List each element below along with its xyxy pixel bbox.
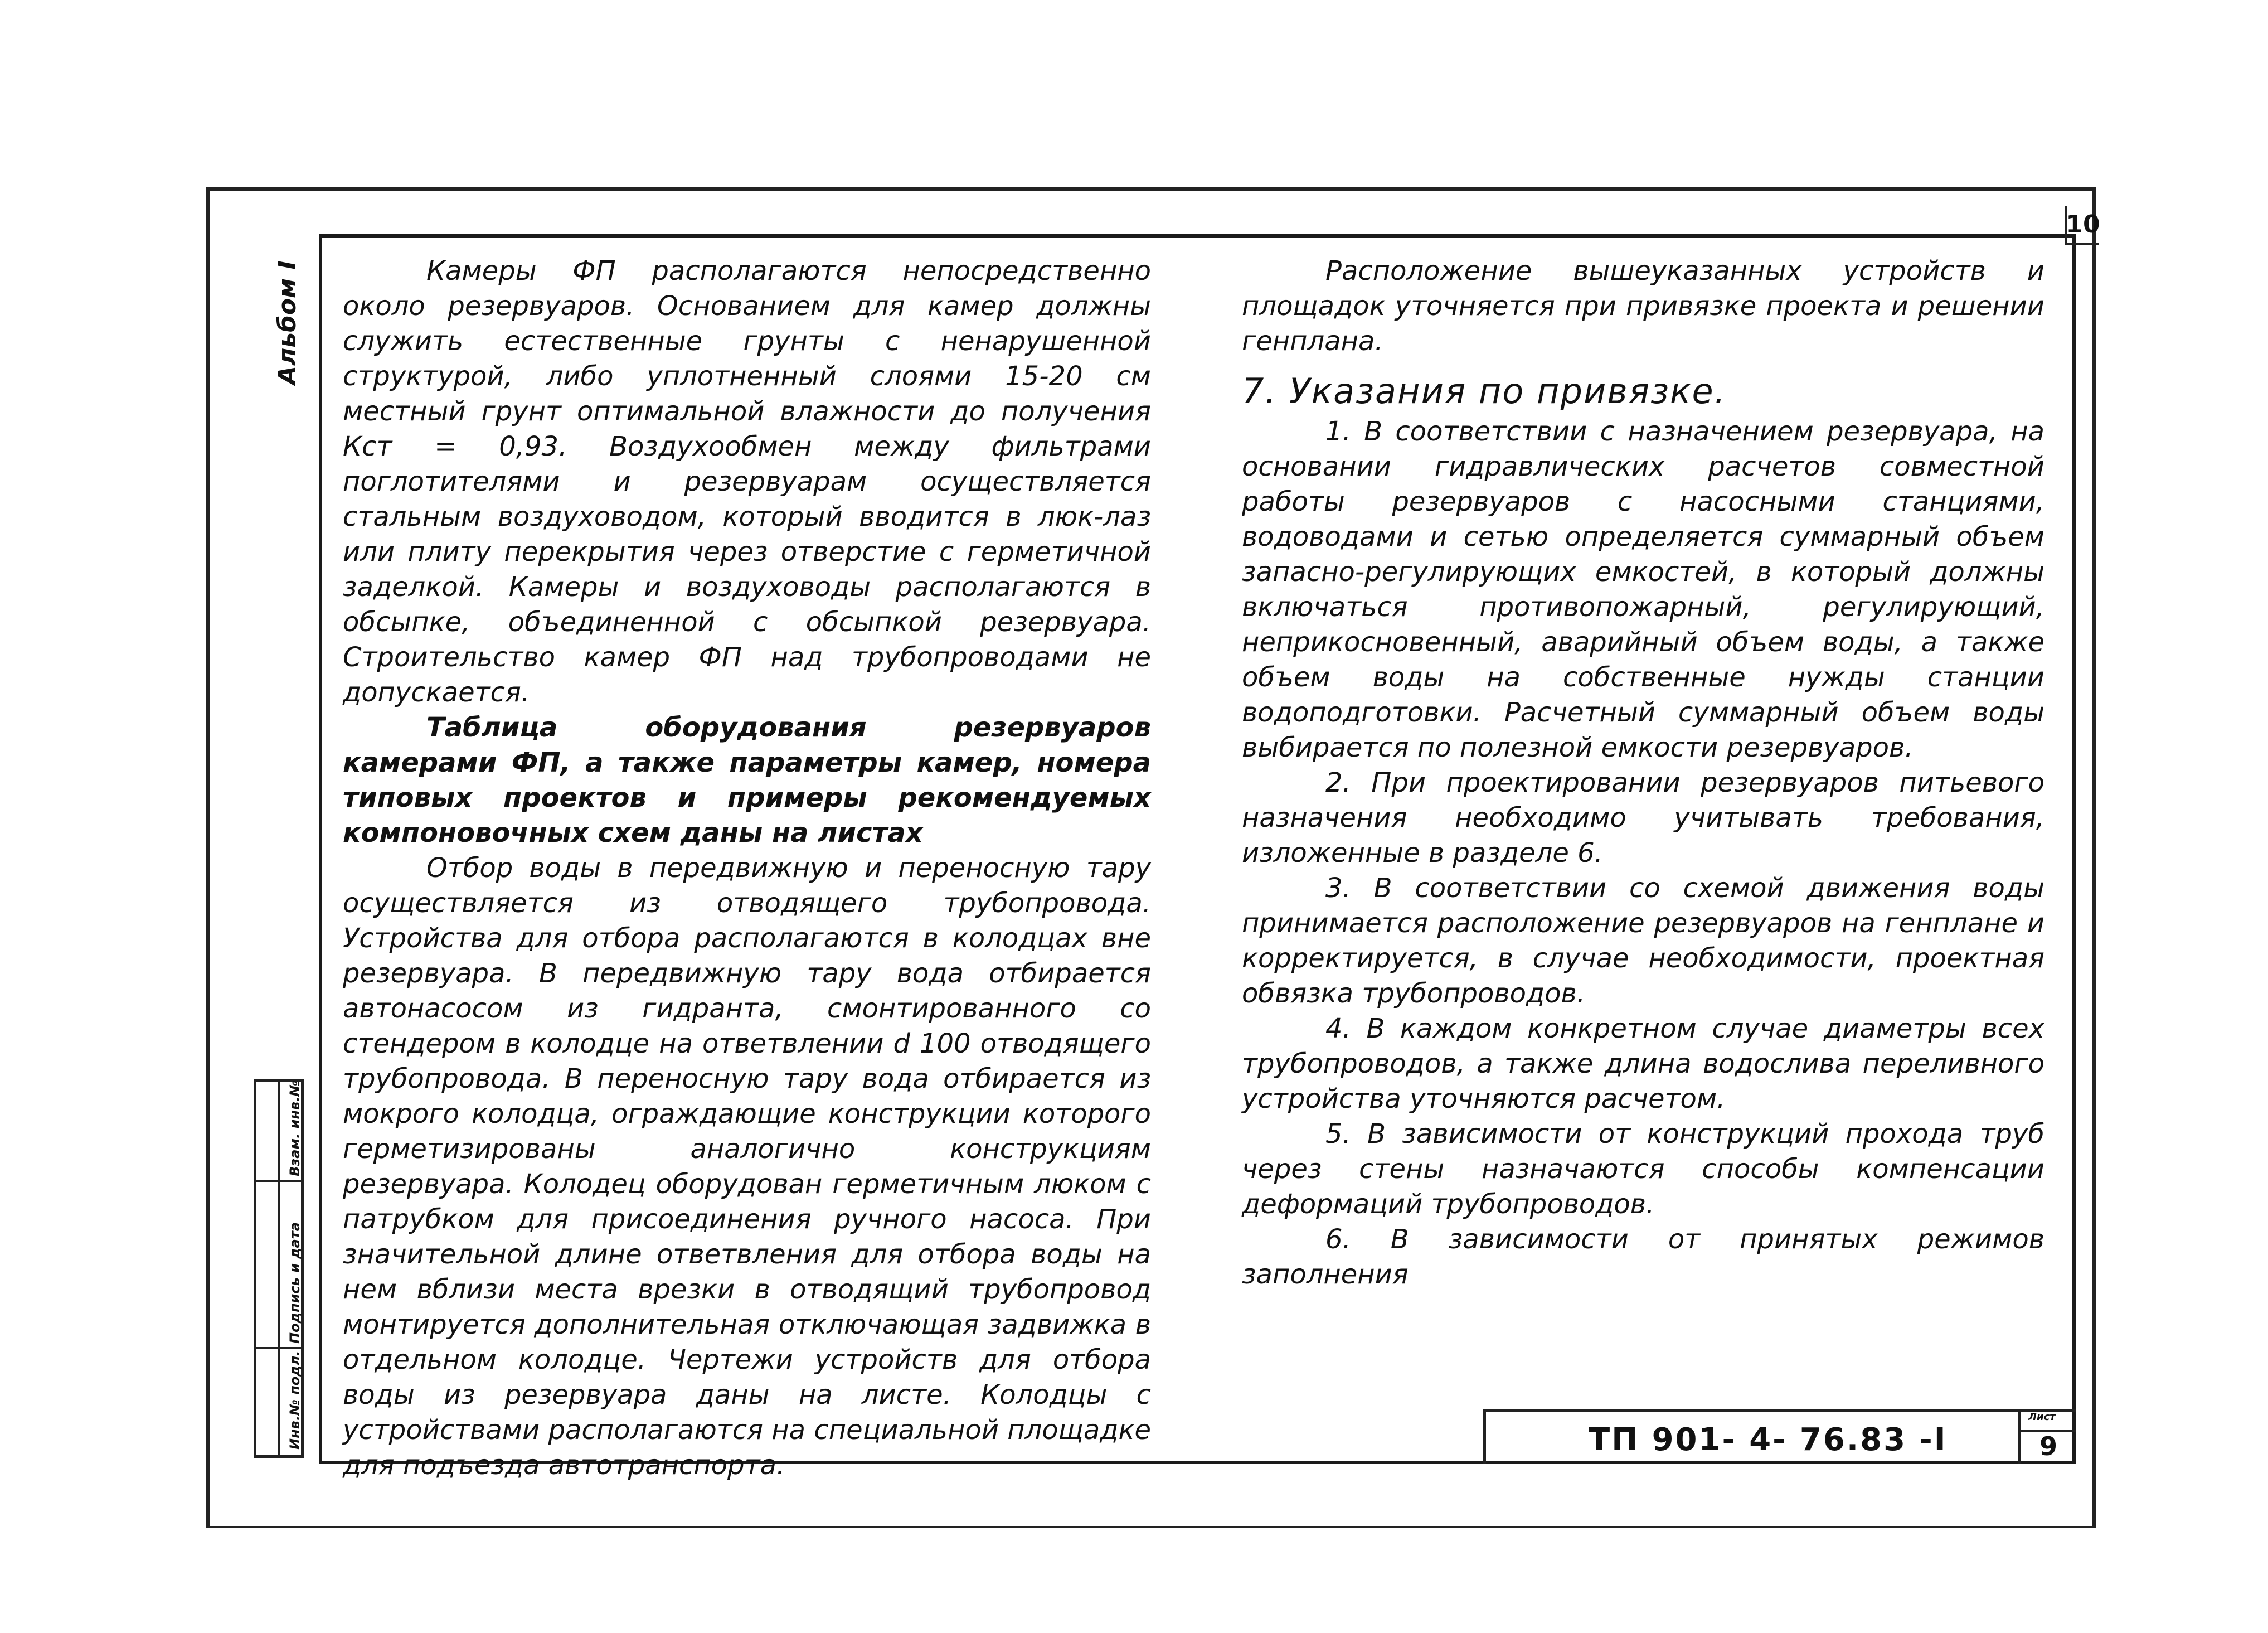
stamp-label-replaced: Взам. инв.№ — [287, 1080, 303, 1176]
stamp-strip — [254, 1079, 304, 1458]
stamp-label-inventory: Инв.№ подл. — [287, 1350, 303, 1450]
album-label: Альбом I — [273, 260, 302, 385]
section-heading: 7. Указания по привязке. — [1242, 371, 1727, 411]
stamp-cell-signature — [256, 1182, 301, 1349]
drawing-code: ТП 901- 4- 76.83 -I — [1589, 1422, 1948, 1458]
list-item: 5. В зависимости от конструкций прохода труб через стены назначаются способы компенсации деформаций трубопроводов. — [1242, 1118, 2044, 1220]
list-item: 6. В зависимости от принятых режимов заполнения — [1242, 1224, 2044, 1290]
paragraph-water-intake: Отбор воды в передвижную и переносную тару осуществляется из отводящего трубопровода. Устройства для отбора располагаются в колодцах вне резервуара. В передвижную тару вода отбирается автонасосом из гидранта, смонтированного со стендером в колодце на ответвлении d 100 отводящего трубопровода. В переносную тару вода отбирается из мокрого колодца, ограждающие конструкции которого герметизированы аналогично конструкциям резервуара. Колодец оборудован герметичным люком с патрубком для присоединения ручного насоса. При значительной длине ответвления для отбора воды на нем вблизи места врезки в отводящий трубопровод монтируется дополнительная отключающая задвижка в отдельном колодце. Чертежи устройств для отбора воды из резервуара даны на листе. Колодцы с устройствами располагаются на специальной площадке для подъезда автотранспорта. — [343, 852, 1151, 1481]
sheet-number: 9 — [2039, 1431, 2057, 1461]
list-item: 3. В соответствии со схемой движения воды принимается расположение резервуаров на генплане и корректируется, в случае необходимости, проектная обвязка трубопроводов. — [1242, 873, 2044, 1009]
list-item: 2. При проектировании резервуаров питьевого назначения необходимо учитывать требования, изложенные в разделе 6. — [1242, 767, 2044, 869]
paragraph-equipment-table: Таблица оборудования резервуаров камерами ФП, а также параметры камер, номера типовых проектов и примеры рекомендуемых компоновочных схем даны на листах — [343, 712, 1151, 849]
top-sheet-number — [2065, 206, 2099, 245]
paragraph-placement-note: Расположение вышеуказанных устройств и площадок уточняется при привязке проекта и решении генплана. — [1242, 255, 2044, 357]
list-item: 4. В каждом конкретном случае диаметры всех трубопроводов, а также длина водослива переливного устройства уточняются расчетом. — [1242, 1013, 2044, 1114]
sheet-label: Лист — [2028, 1411, 2056, 1423]
paragraph-fp-chambers: Камеры ФП располагаются непосредственно около резервуаров. Основанием для камер должны служить естественные грунты с ненарушенной структурой, либо уплотненный слоями 15-20 см местный грунт оптимальной влажности до получения Кст = 0,93. Воздухообмен между фильтрами поглотителями и резервуарам осуществляется стальным воздуховодом, который вводится в люк-лаз или плиту перекрытия через отверстие с герметичной заделкой. Камеры и воздуховоды располагаются в обсыпке, объединенной с обсыпкой резервуара. Строительство камер ФП над трубопроводами не допускается. — [343, 255, 1151, 708]
top-sheet-number-text: 10 — [2066, 210, 2100, 239]
left-text-column — [343, 254, 1151, 1483]
sheet-number-box — [2018, 1409, 2076, 1464]
right-text-column — [1242, 254, 2044, 1292]
stamp-label-signature: Подпись и дата — [287, 1222, 303, 1344]
stamp-cell-inventory — [256, 1349, 301, 1455]
stamp-cell-replaced — [256, 1082, 301, 1182]
list-item: 1. В соответствии с назначением резервуара, на основании гидравлических расчетов совместной работы резервуаров с насосными станциями, водоводами и сетью определяется суммарный объем запасно-регулирующих емкостей, в который должны включаться противопожарный, регулирующий, неприкосновенный, аварийный объем воды, а также объем воды на собственные нужды станции водоподготовки. Расчетный суммарный объем воды выбирается по полезной емкости резервуаров. — [1242, 416, 2044, 763]
